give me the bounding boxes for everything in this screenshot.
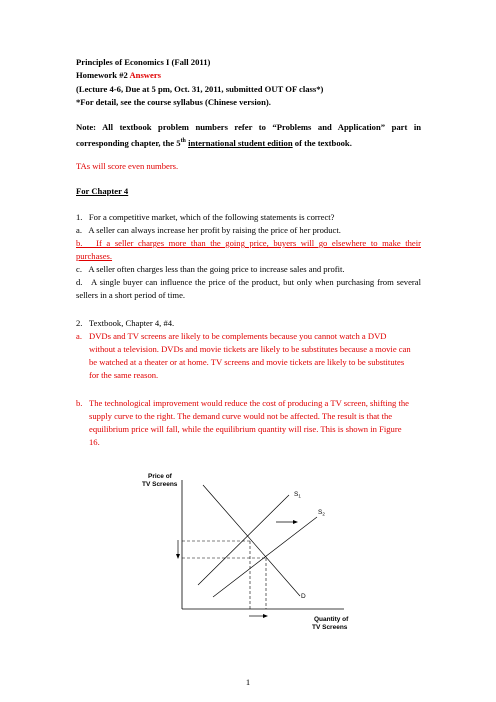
course-title: Principles of Economics I (Fall 2011) — [76, 57, 211, 67]
homework-label: Homework #2 — [76, 70, 130, 80]
answer-b-line: equilibrium price will fall, while the equilibrium quantity will rise. This is shown in Figure — [89, 424, 402, 434]
supply-curve-s1 — [198, 495, 289, 585]
quantity-right-arrowhead — [263, 614, 268, 618]
answer-b-line: supply curve to the right. The demand curve would not be affected. The result is that the — [89, 411, 393, 421]
supply-demand-figure — [136, 470, 358, 632]
question-1: 1. For a competitive market, which of the following statements is correct? — [76, 212, 335, 222]
s2-label — [318, 509, 325, 517]
answer-a-line: for the same reason. — [89, 370, 159, 380]
price-down-arrowhead — [176, 554, 180, 559]
homework-title — [76, 70, 421, 81]
answer-a-line: without a television. DVDs and movie tickets are likely to be substitutes because a movie can — [89, 344, 411, 354]
chapter-heading: For Chapter 4 — [76, 186, 129, 196]
option-b-line-1: b. If a seller charges more than the going price, buyers will go elsewhere to make their — [76, 238, 421, 248]
answers-label: Answers — [129, 70, 161, 80]
answer-a-marker: a. — [76, 331, 82, 341]
option-d-line-1: d. A single buyer can influence the price of the product, but only when purchasing from several — [76, 277, 421, 287]
answer-a-line: be watched at a theater or at home. TV screens and movie tickets are likely to be substitutes — [89, 357, 405, 367]
supply-demand-diagram — [136, 470, 358, 632]
shift-arrowhead — [293, 520, 298, 524]
answer-b-marker: b. — [76, 398, 83, 408]
syllabus-note: *For detail, see the course syllabus (Chinese version). — [76, 97, 271, 107]
supply-curve-s2 — [213, 517, 317, 597]
answer-b-line: The technological improvement would reduce the cost of producing a TV screen, shifting the — [89, 398, 409, 408]
s2-letter: S — [318, 509, 323, 516]
page-number: 1 — [245, 677, 251, 687]
edition-text: international student edition — [188, 137, 293, 148]
answer-a-line: DVDs and TV screens are likely to be complements because you cannot watch a DVD — [89, 331, 387, 341]
x-axis-label-line-1: Quantity of — [314, 616, 349, 623]
s1-label — [294, 491, 301, 499]
s1-subscript: 1 — [298, 493, 301, 499]
note-text-end: of the textbook. — [292, 137, 352, 148]
y-axis-label-line-2: TV Screens — [142, 481, 178, 488]
answer-b-line: 16. — [89, 437, 100, 447]
x-axis-label-line-2: TV Screens — [312, 624, 348, 631]
option-b-line-2: purchases. — [76, 251, 113, 261]
s2-subscript: 2 — [322, 511, 325, 517]
due-date: (Lecture 4-6, Due at 5 pm, Oct. 31, 2011, submitted OUT OF class*) — [76, 84, 324, 94]
s1-letter: S — [294, 491, 299, 498]
note-line-1: Note: All textbook problem numbers refer to “Problems and Application” part in — [76, 122, 421, 132]
demand-curve — [203, 485, 300, 596]
ta-note: TAs will score even numbers. — [76, 161, 179, 171]
option-c: c. A seller often charges less than the going price to increase sales and profit. — [76, 264, 345, 274]
demand-label: D — [301, 593, 306, 600]
option-d-line-2: sellers in a short period of time. — [76, 290, 186, 300]
y-axis-label-line-1: Price of — [148, 473, 172, 480]
note-superscript: th — [180, 138, 186, 144]
note-text: corresponding chapter, the 5 — [76, 137, 181, 148]
question-2: 2. Textbook, Chapter 4, #4. — [76, 318, 175, 328]
option-a: a. A seller can always increase her profit by raising the price of her product. — [76, 225, 341, 235]
note-line-2 — [76, 136, 421, 149]
